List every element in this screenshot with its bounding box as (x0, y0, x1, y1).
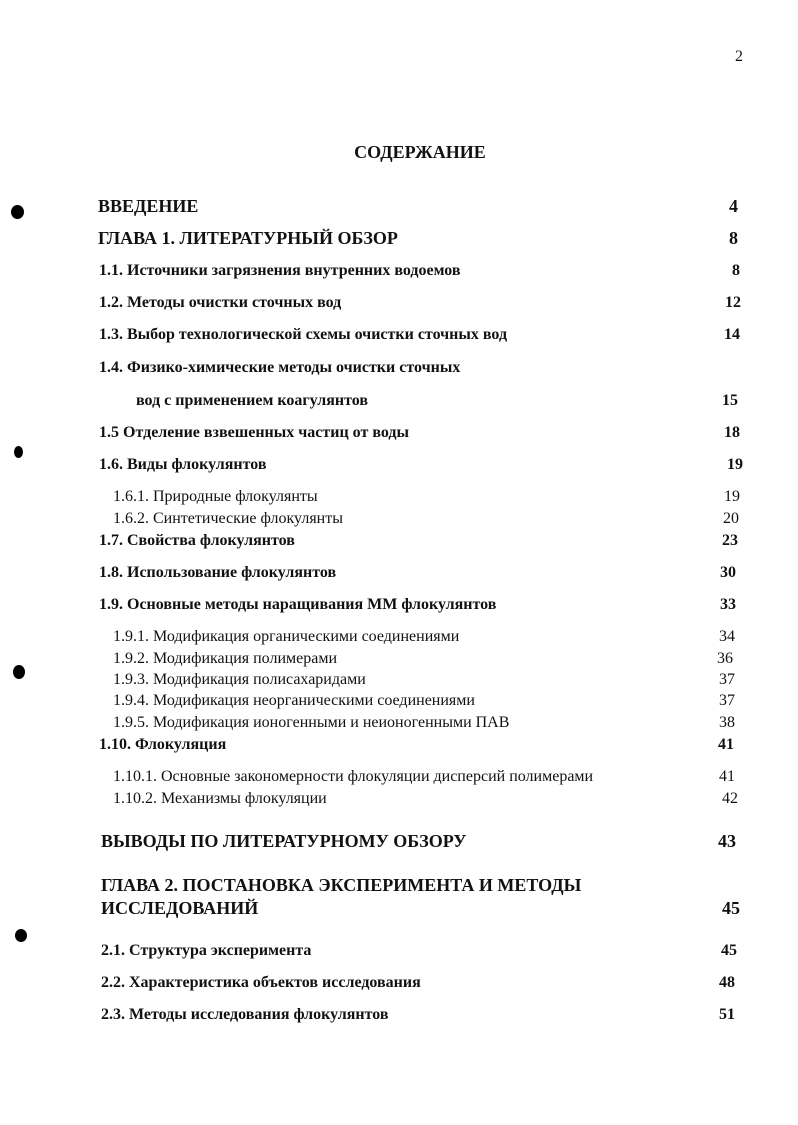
toc-entry-page: 45 (721, 942, 737, 959)
page-number: 2 (735, 48, 743, 65)
toc-entry-page: 34 (719, 628, 735, 645)
toc-entry-label: ВВЕДЕНИЕ (98, 196, 199, 216)
toc-entry-label: 1.6. Виды флокулянтов (99, 456, 267, 473)
toc-entry-label: 2.1. Структура эксперимента (101, 942, 312, 959)
toc-entry-label: 1.5 Отделение взвешенных частиц от воды (99, 424, 409, 441)
toc-entry-label: 1.3. Выбор технологической схемы очистки сточных вод (99, 326, 508, 343)
toc-entry-label: 1.2. Методы очистки сточных вод (99, 294, 342, 311)
toc-entry-label: 1.4. Физико-химические методы очистки сточных (99, 359, 461, 376)
toc-entry-page: 20 (723, 510, 739, 527)
toc-entry-page: 8 (729, 228, 738, 248)
toc-entry-page: 15 (722, 392, 738, 409)
toc-entry-page: 37 (719, 692, 735, 709)
toc-entry-label: 1.8. Использование флокулянтов (99, 564, 337, 581)
toc-entry-label: 2.3. Методы исследования флокулянтов (101, 1006, 389, 1023)
toc-entry-label: 2.2. Характеристика объектов исследования (101, 974, 421, 991)
toc-entry-label: 1.6.2. Синтетические флокулянты (113, 510, 343, 527)
toc-entry-label: ИССЛЕДОВАНИЙ (101, 898, 259, 918)
toc-entry-page: 43 (718, 831, 736, 851)
toc-entry-page: 37 (719, 671, 735, 688)
toc-entry-page: 4 (729, 196, 738, 216)
toc-entry-page: 30 (720, 564, 736, 581)
toc-entry-page: 41 (719, 768, 735, 785)
toc-entry-label: 1.10.1. Основные закономерности флокуляции дисперсий полимерами (113, 768, 594, 785)
toc-entry-label: 1.10.2. Механизмы флокуляции (113, 790, 327, 807)
toc-entry-page: 8 (732, 262, 740, 279)
toc-entry-label: ГЛАВА 1. ЛИТЕРАТУРНЫЙ ОБЗОР (98, 228, 398, 248)
toc-entry-page: 38 (719, 714, 735, 731)
toc-entry-label: 1.9.3. Модификация полисахаридами (113, 671, 366, 688)
toc-entry-label: 1.10. Флокуляция (99, 736, 227, 753)
toc-entry-page: 19 (724, 488, 740, 505)
toc-entry-page: 19 (727, 456, 743, 473)
toc-entry-label: 1.9.2. Модификация полимерами (113, 650, 338, 667)
toc-entry-page: 51 (719, 1006, 735, 1023)
toc-entry-page: 42 (722, 790, 738, 807)
toc-entry-label: ВЫВОДЫ ПО ЛИТЕРАТУРНОМУ ОБЗОРУ (101, 831, 467, 851)
toc-entry-label: 1.9.5. Модификация ионогенными и неионогенными ПАВ (113, 714, 510, 731)
toc-title: СОДЕРЖАНИЕ (354, 142, 486, 162)
toc-entry-page: 45 (722, 898, 740, 918)
toc-entry-label: 1.1. Источники загрязнения внутренних водоемов (99, 262, 461, 279)
toc-entry-label: вод с применением коагулянтов (136, 392, 368, 409)
toc-entry-page: 48 (719, 974, 735, 991)
toc-entry-label: ГЛАВА 2. ПОСТАНОВКА ЭКСПЕРИМЕНТА И МЕТОДЫ (101, 875, 582, 895)
toc-entry-page: 14 (724, 326, 740, 343)
toc-entry-page: 18 (724, 424, 740, 441)
toc-entry-label: 1.9.1. Модификация органическими соединениями (113, 628, 460, 645)
toc-entry-label: 1.6.1. Природные флокулянты (113, 488, 318, 505)
toc-entry-page: 33 (720, 596, 736, 613)
toc-entry-page: 41 (718, 736, 734, 753)
toc-entry-label: 1.7. Свойства флокулянтов (99, 532, 295, 549)
toc-entry-page: 36 (717, 650, 733, 667)
toc-entry-label: 1.9. Основные методы наращивания ММ флокулянтов (99, 596, 497, 613)
toc-entry-label: 1.9.4. Модификация неорганическими соединениями (113, 692, 475, 709)
toc-entry-page: 23 (722, 532, 738, 549)
toc-entry-page: 12 (725, 294, 741, 311)
